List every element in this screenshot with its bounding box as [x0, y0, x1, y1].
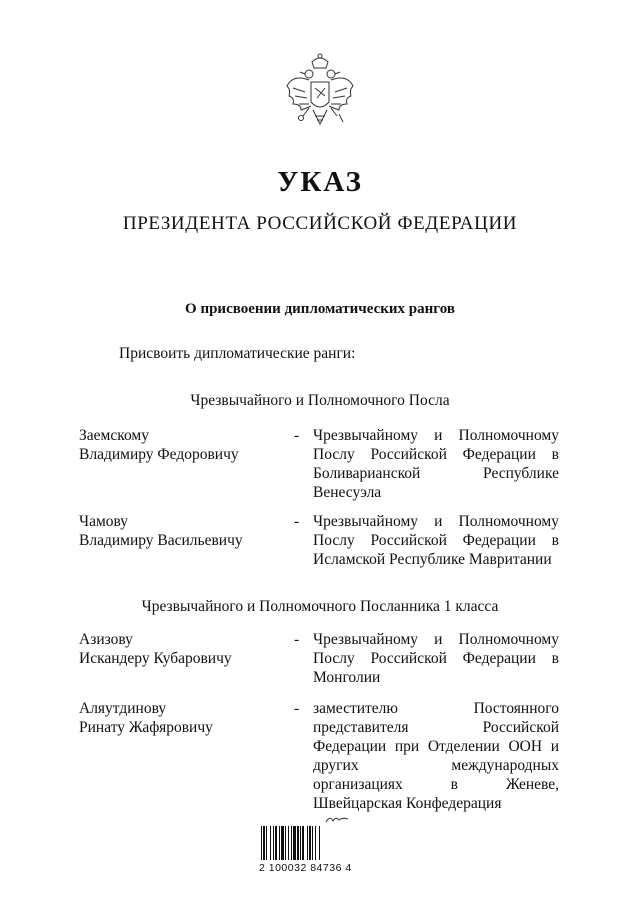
barcode-number: 2 100032 84736 4 — [259, 862, 352, 874]
person-surname: Аляутдинову — [79, 700, 167, 717]
person-surname: Заемскому — [79, 427, 149, 444]
dash-separator: - — [294, 631, 300, 648]
dash-separator: - — [294, 427, 300, 444]
signature-mark-icon — [324, 813, 350, 825]
person-position: Чрезвычайному и Полномочному Послу Российской Федерации в Исламской Республике Мавритании — [313, 513, 559, 568]
person-given-name: Владимиру Васильевичу — [79, 532, 243, 549]
rank-heading: Чрезвычайного и Полномочного Посланника 1 класса — [141, 598, 499, 615]
person-surname: Чамову — [79, 513, 129, 530]
person-position: Чрезвычайному и Полномочному Послу Российской Федерации в Боливарианской Республике Венесуэла — [313, 427, 559, 501]
person-name — [79, 699, 213, 737]
person-given-name: Владимиру Федоровичу — [79, 446, 239, 463]
person-name — [79, 512, 243, 550]
barcode-icon — [261, 826, 353, 864]
coat-of-arms-icon — [279, 52, 361, 140]
document-title: УКАЗ — [277, 166, 363, 198]
person-name — [79, 426, 239, 464]
document-subtitle: ПРЕЗИДЕНТА РОССИЙСКОЙ ФЕДЕРАЦИИ — [122, 213, 518, 234]
dash-separator: - — [294, 700, 300, 717]
person-surname: Азизову — [79, 631, 133, 648]
decree-intro: Присвоить дипломатические ранги: — [119, 345, 356, 362]
person-given-name: Искандеру Кубаровичу — [79, 650, 232, 667]
dash-separator: - — [294, 513, 300, 530]
person-name — [79, 630, 232, 668]
decree-subject: О присвоении дипломатических рангов — [185, 301, 455, 317]
person-position: заместителю Постоянного представителя Российской Федерации при Отделении ООН и других международных организациях в Женеве, Швейцарская Конфедерация — [313, 700, 559, 812]
person-given-name: Ринату Жафяровичу — [79, 719, 213, 736]
rank-heading: Чрезвычайного и Полномочного Посла — [190, 392, 450, 409]
person-position: Чрезвычайному и Полномочному Послу Российской Федерации в Монголии — [313, 631, 559, 686]
